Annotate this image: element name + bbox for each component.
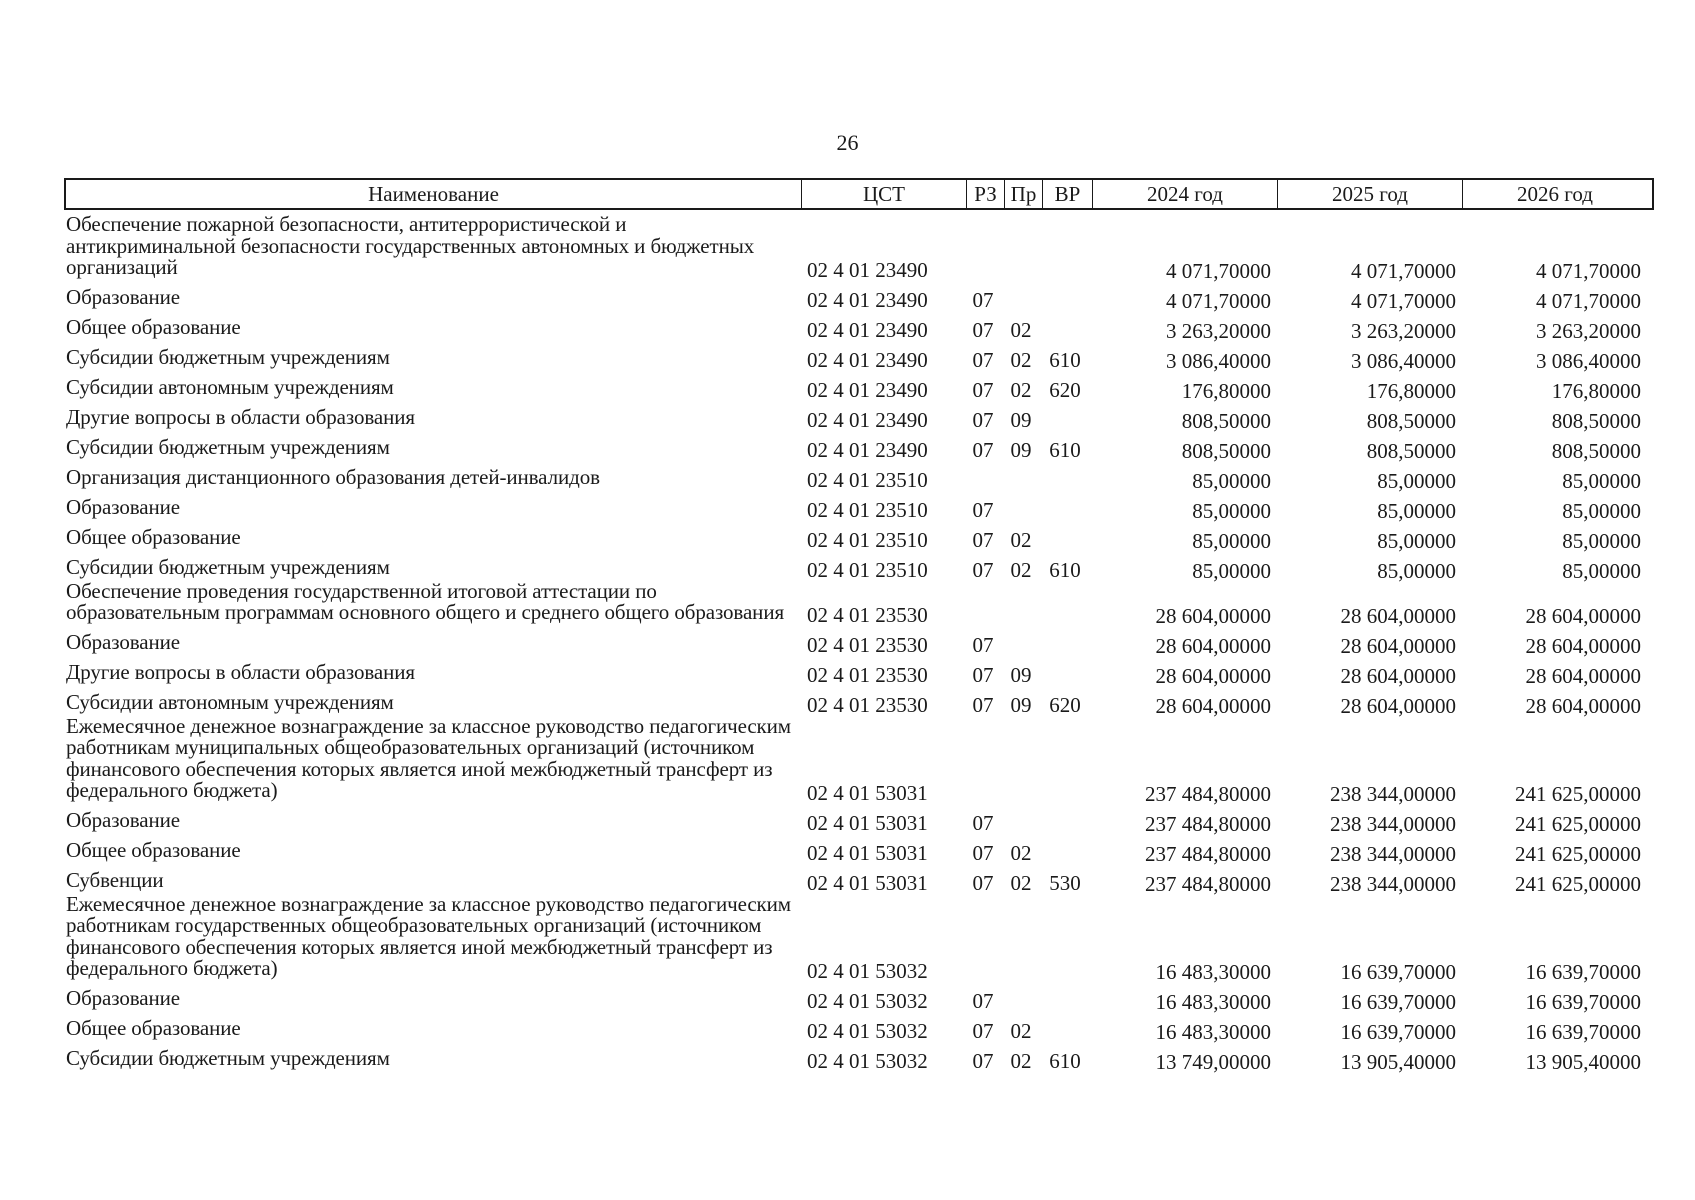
row-value-2024: 85,00000 xyxy=(1192,499,1271,523)
row-value-2025: 4 071,70000 xyxy=(1351,259,1456,283)
row-rz: 07 xyxy=(972,663,994,687)
row-name: Образование xyxy=(66,285,181,309)
row-value-2025: 238 344,00000 xyxy=(1330,872,1456,896)
row-value-2026: 16 639,70000 xyxy=(1525,960,1641,984)
row-name: Субсидии автономным учреждениям xyxy=(66,690,394,714)
row-cst: 02 4 01 23510 xyxy=(807,528,928,552)
table-row xyxy=(64,459,1654,493)
table-row xyxy=(64,832,1654,866)
row-pr: 02 xyxy=(1010,841,1032,865)
row-cst: 02 4 01 53032 xyxy=(807,989,928,1013)
row-cst: 02 4 01 53032 xyxy=(807,1049,928,1073)
row-cst: 02 4 01 23490 xyxy=(807,348,928,372)
row-value-2024: 16 483,30000 xyxy=(1155,960,1271,984)
row-value-2026: 4 071,70000 xyxy=(1536,259,1641,283)
table-row xyxy=(64,802,1654,836)
row-value-2026: 241 625,00000 xyxy=(1515,782,1641,806)
row-value-2024: 237 484,80000 xyxy=(1145,782,1271,806)
row-value-2026: 808,50000 xyxy=(1551,439,1641,463)
row-value-2025: 85,00000 xyxy=(1377,559,1456,583)
row-name: Субсидии бюджетным учреждениям xyxy=(66,435,390,459)
table-row xyxy=(64,339,1654,373)
row-rz: 07 xyxy=(972,438,994,462)
row-value-2026: 13 905,40000 xyxy=(1525,1050,1641,1074)
row-value-2026: 16 639,70000 xyxy=(1525,990,1641,1014)
row-value-2026: 241 625,00000 xyxy=(1515,872,1641,896)
row-pr: 09 xyxy=(1010,438,1032,462)
row-value-2026: 241 625,00000 xyxy=(1515,842,1641,866)
row-rz: 07 xyxy=(972,871,994,895)
row-rz: 07 xyxy=(972,288,994,312)
row-value-2025: 85,00000 xyxy=(1377,499,1456,523)
budget-table xyxy=(64,178,1654,1074)
row-pr: 02 xyxy=(1010,348,1032,372)
row-cst: 02 4 01 23490 xyxy=(807,318,928,342)
row-value-2026: 3 263,20000 xyxy=(1536,319,1641,343)
row-vr: 610 xyxy=(1049,558,1081,582)
row-vr: 530 xyxy=(1049,871,1081,895)
row-value-2024: 85,00000 xyxy=(1192,469,1271,493)
row-value-2025: 16 639,70000 xyxy=(1340,1020,1456,1044)
row-name: Образование xyxy=(66,495,181,519)
row-rz: 07 xyxy=(972,318,994,342)
row-pr: 09 xyxy=(1010,693,1032,717)
row-value-2024: 237 484,80000 xyxy=(1145,872,1271,896)
row-name: Субсидии бюджетным учреждениям xyxy=(66,1046,390,1070)
row-cst: 02 4 01 53031 xyxy=(807,841,928,865)
row-vr: 610 xyxy=(1049,438,1081,462)
table-row xyxy=(64,654,1654,688)
row-cst: 02 4 01 23510 xyxy=(807,498,928,522)
row-value-2026: 4 071,70000 xyxy=(1536,289,1641,313)
row-rz: 07 xyxy=(972,841,994,865)
row-cst: 02 4 01 53032 xyxy=(807,959,928,983)
row-name: Субсидии бюджетным учреждениям xyxy=(66,555,390,579)
table-row xyxy=(64,713,1654,806)
page-number: 26 xyxy=(836,130,859,155)
table-row xyxy=(64,1010,1654,1044)
header-2026: 2026 год xyxy=(1462,180,1647,208)
table-row xyxy=(64,279,1654,313)
row-pr: 02 xyxy=(1010,1049,1032,1073)
row-name: Общее образование xyxy=(66,1016,241,1040)
row-rz: 07 xyxy=(972,348,994,372)
table-row xyxy=(64,489,1654,523)
row-value-2026: 28 604,00000 xyxy=(1525,694,1641,718)
row-cst: 02 4 01 23530 xyxy=(807,603,928,627)
row-value-2024: 808,50000 xyxy=(1181,439,1271,463)
table-row xyxy=(64,549,1654,583)
row-cst: 02 4 01 53031 xyxy=(807,781,928,805)
row-value-2025: 238 344,00000 xyxy=(1330,842,1456,866)
row-vr: 620 xyxy=(1049,378,1081,402)
row-cst: 02 4 01 23510 xyxy=(807,468,928,492)
row-rz: 07 xyxy=(972,989,994,1013)
row-name: Ежемесячное денежное вознаграждение за классное руководство педагогическим работникам государственных общеобразовательных организаций (источником финансового обеспечения которых является иной межбюджетный трансферт из федерального бюджета) xyxy=(66,891,791,980)
row-value-2025: 13 905,40000 xyxy=(1340,1050,1456,1074)
header-name: Наименование xyxy=(368,181,499,206)
header-2025: 2025 год xyxy=(1277,180,1462,208)
header-cst: ЦСТ xyxy=(801,180,966,208)
row-name: Организация дистанционного образования детей-инвалидов xyxy=(66,465,600,489)
row-pr: 02 xyxy=(1010,528,1032,552)
row-value-2025: 28 604,00000 xyxy=(1340,664,1456,688)
row-name: Другие вопросы в области образования xyxy=(66,405,415,429)
row-value-2025: 238 344,00000 xyxy=(1330,782,1456,806)
header-vr: ВР xyxy=(1042,180,1092,208)
row-value-2026: 28 604,00000 xyxy=(1525,634,1641,658)
row-name: Общее образование xyxy=(66,315,241,339)
row-rz: 07 xyxy=(972,1019,994,1043)
table-row xyxy=(64,862,1654,896)
row-value-2024: 16 483,30000 xyxy=(1155,990,1271,1014)
row-vr: 620 xyxy=(1049,693,1081,717)
row-value-2026: 16 639,70000 xyxy=(1525,1020,1641,1044)
table-row xyxy=(64,624,1654,658)
row-cst: 02 4 01 23530 xyxy=(807,663,928,687)
row-value-2024: 4 071,70000 xyxy=(1166,259,1271,283)
row-pr: 09 xyxy=(1010,663,1032,687)
table-row xyxy=(64,399,1654,433)
row-pr: 09 xyxy=(1010,408,1032,432)
row-value-2024: 237 484,80000 xyxy=(1145,842,1271,866)
row-name: Общее образование xyxy=(66,525,241,549)
row-name: Ежемесячное денежное вознаграждение за классное руководство педагогическим работникам муниципальных общеобразовательных организаций (источником финансового обеспечения которых является иной межбюджетный трансферт из федерального бюджета) xyxy=(66,713,791,802)
row-value-2025: 85,00000 xyxy=(1377,469,1456,493)
table-row xyxy=(64,212,1654,283)
row-pr: 02 xyxy=(1010,558,1032,582)
row-name: Образование xyxy=(66,986,181,1010)
row-value-2026: 241 625,00000 xyxy=(1515,812,1641,836)
row-cst: 02 4 01 53031 xyxy=(807,811,928,835)
row-rz: 07 xyxy=(972,633,994,657)
row-value-2025: 28 604,00000 xyxy=(1340,694,1456,718)
row-cst: 02 4 01 23490 xyxy=(807,438,928,462)
row-value-2024: 808,50000 xyxy=(1181,409,1271,433)
row-value-2026: 85,00000 xyxy=(1562,529,1641,553)
table-row xyxy=(64,891,1654,984)
row-rz: 07 xyxy=(972,693,994,717)
row-cst: 02 4 01 23490 xyxy=(807,288,928,312)
row-value-2025: 4 071,70000 xyxy=(1351,289,1456,313)
row-value-2024: 16 483,30000 xyxy=(1155,1020,1271,1044)
row-value-2026: 28 604,00000 xyxy=(1525,664,1641,688)
table-header xyxy=(64,178,1654,210)
row-rz: 07 xyxy=(972,408,994,432)
row-value-2026: 28 604,00000 xyxy=(1525,604,1641,628)
row-pr: 02 xyxy=(1010,1019,1032,1043)
table-row xyxy=(64,519,1654,553)
header-2024: 2024 год xyxy=(1092,180,1277,208)
table-row xyxy=(64,309,1654,343)
row-value-2024: 176,80000 xyxy=(1181,379,1271,403)
row-value-2025: 28 604,00000 xyxy=(1340,634,1456,658)
row-value-2025: 808,50000 xyxy=(1366,409,1456,433)
row-value-2024: 13 749,00000 xyxy=(1155,1050,1271,1074)
table-body xyxy=(64,212,1654,1074)
row-value-2024: 28 604,00000 xyxy=(1155,694,1271,718)
row-cst: 02 4 01 23490 xyxy=(807,258,928,282)
row-name: Образование xyxy=(66,630,181,654)
row-value-2024: 28 604,00000 xyxy=(1155,634,1271,658)
row-name: Общее образование xyxy=(66,838,241,862)
row-value-2025: 16 639,70000 xyxy=(1340,990,1456,1014)
row-cst: 02 4 01 23530 xyxy=(807,633,928,657)
row-name: Субсидии бюджетным учреждениям xyxy=(66,345,390,369)
row-name: Образование xyxy=(66,808,181,832)
row-name: Другие вопросы в области образования xyxy=(66,660,415,684)
row-value-2026: 176,80000 xyxy=(1551,379,1641,403)
row-cst: 02 4 01 53031 xyxy=(807,871,928,895)
row-value-2025: 238 344,00000 xyxy=(1330,812,1456,836)
row-rz: 07 xyxy=(972,528,994,552)
row-cst: 02 4 01 23490 xyxy=(807,408,928,432)
row-value-2024: 3 086,40000 xyxy=(1166,349,1271,373)
row-name: Обеспечение проведения государственной итоговой аттестации по образовательным программам основного общего и среднего общего образования xyxy=(66,578,785,624)
table-row xyxy=(64,980,1654,1014)
row-value-2025: 808,50000 xyxy=(1366,439,1456,463)
row-value-2024: 28 604,00000 xyxy=(1155,604,1271,628)
row-pr: 02 xyxy=(1010,871,1032,895)
row-value-2025: 16 639,70000 xyxy=(1340,960,1456,984)
row-pr: 02 xyxy=(1010,378,1032,402)
row-value-2025: 176,80000 xyxy=(1366,379,1456,403)
row-name: Субсидии автономным учреждениям xyxy=(66,375,394,399)
row-name: Обеспечение пожарной безопасности, антитеррористической и антикриминальной безопасности государственных автономных и бюджетных организаций xyxy=(66,212,755,279)
row-value-2024: 3 263,20000 xyxy=(1166,319,1271,343)
row-name: Субвенции xyxy=(66,868,164,892)
row-cst: 02 4 01 53032 xyxy=(807,1019,928,1043)
row-value-2026: 85,00000 xyxy=(1562,469,1641,493)
row-value-2024: 85,00000 xyxy=(1192,529,1271,553)
table-row xyxy=(64,1040,1654,1074)
row-value-2026: 85,00000 xyxy=(1562,559,1641,583)
row-cst: 02 4 01 23510 xyxy=(807,558,928,582)
table-row xyxy=(64,684,1654,718)
row-rz: 07 xyxy=(972,1049,994,1073)
row-vr: 610 xyxy=(1049,348,1081,372)
row-value-2025: 85,00000 xyxy=(1377,529,1456,553)
row-cst: 02 4 01 23530 xyxy=(807,693,928,717)
row-rz: 07 xyxy=(972,558,994,582)
row-value-2025: 3 263,20000 xyxy=(1351,319,1456,343)
row-vr: 610 xyxy=(1049,1049,1081,1073)
row-rz: 07 xyxy=(972,811,994,835)
table-row xyxy=(64,369,1654,403)
row-value-2024: 28 604,00000 xyxy=(1155,664,1271,688)
row-rz: 07 xyxy=(972,498,994,522)
row-value-2026: 808,50000 xyxy=(1551,409,1641,433)
row-value-2025: 28 604,00000 xyxy=(1340,604,1456,628)
row-value-2026: 85,00000 xyxy=(1562,499,1641,523)
table-row xyxy=(64,429,1654,463)
header-rz: РЗ xyxy=(966,180,1004,208)
row-value-2026: 3 086,40000 xyxy=(1536,349,1641,373)
row-cst: 02 4 01 23490 xyxy=(807,378,928,402)
header-pr: Пр xyxy=(1004,180,1042,208)
row-rz: 07 xyxy=(972,378,994,402)
row-value-2025: 3 086,40000 xyxy=(1351,349,1456,373)
table-row xyxy=(64,578,1654,628)
row-value-2024: 85,00000 xyxy=(1192,559,1271,583)
row-value-2024: 237 484,80000 xyxy=(1145,812,1271,836)
row-pr: 02 xyxy=(1010,318,1032,342)
row-value-2024: 4 071,70000 xyxy=(1166,289,1271,313)
